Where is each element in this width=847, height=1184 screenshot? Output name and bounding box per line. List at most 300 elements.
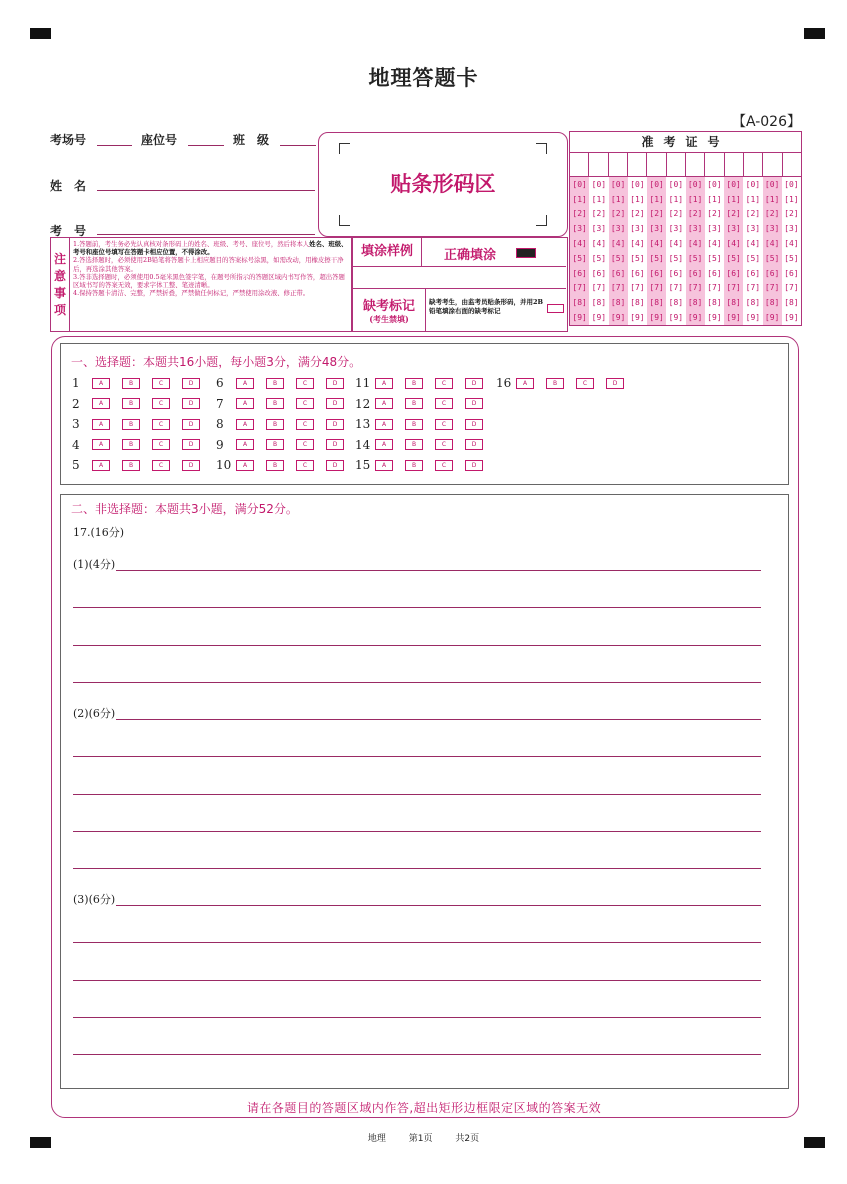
exam-id-write-cell[interactable] (570, 153, 589, 176)
exam-id-bubble[interactable]: [2] (668, 209, 684, 219)
choice-option-bubble[interactable]: B (266, 378, 284, 389)
choice-option-bubble[interactable]: A (375, 378, 393, 389)
exam-id-column (686, 177, 705, 325)
exam-id-bubble[interactable]: [8] (726, 298, 741, 308)
answer-line[interactable] (116, 570, 761, 571)
choice-option-bubble[interactable]: A (375, 460, 393, 471)
choice-option-bubble[interactable]: C (152, 398, 170, 409)
exam-id-write-cell[interactable] (647, 153, 666, 176)
choice-option-bubble[interactable]: D (326, 439, 344, 450)
fill-sample-cell (353, 238, 422, 267)
exam-id-column (666, 177, 685, 325)
choice-option-bubble[interactable]: D (465, 419, 483, 430)
choice-option-bubble[interactable]: C (152, 439, 170, 450)
exam-id-bubble[interactable]: [1] (764, 194, 780, 204)
barcode-corner-bl (339, 215, 350, 226)
exam-id-bubble[interactable]: [6] (572, 268, 587, 278)
exam-id-bubble[interactable]: [3] (630, 224, 645, 234)
footer-total: 共2页 (455, 1134, 480, 1144)
exam-id-bubble[interactable]: [4] (610, 239, 626, 249)
choice-option-bubble[interactable]: D (326, 378, 344, 389)
exam-id-bubble[interactable]: [2] (591, 209, 607, 219)
note-3: 3.答非选择题时，必须使用0.5毫米黑色签字笔，在题号所指示的答题区域内书写作答，超出答题区域书写的答案无效，要求字体工整、笔迹清晰。 (73, 272, 345, 290)
absent-mark-box[interactable] (547, 304, 564, 313)
choice-option-bubble[interactable]: C (435, 419, 453, 430)
part-label: (3)(6分) (73, 893, 116, 906)
correct-fill-mark (516, 248, 536, 258)
exam-id-bubble[interactable]: [9] (668, 313, 684, 323)
part-label: (1)(4分) (73, 558, 116, 571)
choice-question-number: 2 (72, 396, 80, 411)
exam-id-bubble[interactable]: [2] (726, 209, 741, 219)
choice-option-bubble[interactable]: B (266, 419, 284, 430)
registration-mark-top-right (804, 28, 825, 39)
footer-subject: 地理 (367, 1134, 386, 1144)
answer-line[interactable] (73, 942, 761, 943)
exam-id-write-cell[interactable] (686, 153, 705, 176)
choice-option-bubble[interactable]: D (326, 460, 344, 471)
choice-question-row (496, 376, 636, 390)
exam-id-bubble[interactable]: [6] (630, 268, 645, 278)
choice-question-number: 3 (72, 417, 80, 431)
exam-id-write-cell[interactable] (744, 153, 763, 176)
exam-id-bubble[interactable]: [3] (687, 224, 703, 234)
exam-id-bubble[interactable]: [5] (726, 253, 741, 263)
exam-id-bubble[interactable]: [8] (687, 298, 703, 308)
answer-line[interactable] (73, 1017, 761, 1018)
exam-id-bubble[interactable]: [4] (726, 239, 741, 249)
choice-option-bubble[interactable]: D (182, 398, 200, 409)
exam-id-bubble[interactable]: [7] (707, 283, 722, 293)
choice-question-row (72, 376, 212, 390)
exam-id-bubble[interactable]: [1] (572, 194, 587, 204)
card-code: 【A-026】 (731, 114, 801, 130)
choice-question-row (355, 438, 495, 452)
id-field[interactable] (97, 234, 315, 235)
choice-question-number: 11 (355, 376, 371, 390)
seat-label: 座位号 (141, 133, 178, 147)
choice-question-row (216, 376, 356, 390)
exam-id-bubble[interactable]: [0] (687, 179, 703, 189)
registration-mark-top-left (30, 28, 51, 39)
exam-id-column (647, 177, 666, 325)
exam-id-bubble[interactable]: [4] (687, 239, 703, 249)
exam-id-bubble[interactable]: [3] (784, 224, 799, 234)
answer-line[interactable] (116, 719, 761, 720)
exam-id-bubble[interactable]: [8] (649, 298, 664, 308)
exam-id-bubble[interactable]: [0] (745, 179, 761, 189)
exam-id-bubble[interactable]: [3] (726, 224, 741, 234)
class-field[interactable] (280, 145, 316, 146)
exam-id-bubble[interactable]: [1] (591, 194, 607, 204)
choice-question-number: 14 (355, 437, 371, 452)
answer-line[interactable] (73, 794, 761, 795)
exam-id-bubble[interactable]: [5] (572, 253, 587, 263)
exam-room-field[interactable] (97, 145, 132, 146)
choice-option-bubble[interactable]: A (375, 398, 393, 409)
exam-id-bubble[interactable]: [2] (687, 209, 703, 219)
exam-id-bubble[interactable]: [0] (630, 179, 645, 189)
exam-id-bubble[interactable]: [2] (707, 209, 722, 219)
exam-id-bubble[interactable]: [0] (707, 179, 722, 189)
exam-id-bubble[interactable]: [4] (707, 239, 722, 249)
exam-id-bubble[interactable]: [3] (668, 224, 684, 234)
page-footer (0, 1131, 847, 1144)
choice-option-bubble[interactable]: A (375, 439, 393, 450)
exam-id-bubble[interactable]: [2] (745, 209, 761, 219)
exam-id-bubble[interactable]: [5] (610, 253, 626, 263)
answer-line[interactable] (73, 682, 761, 683)
choice-option-bubble[interactable]: B (266, 460, 284, 471)
choice-question-number: 13 (355, 417, 371, 431)
exam-id-bubble[interactable]: [2] (649, 209, 664, 219)
exam-id-bubble[interactable]: [1] (784, 194, 799, 204)
choice-option-bubble[interactable]: C (152, 378, 170, 389)
exam-id-bubble[interactable]: [4] (591, 239, 607, 249)
choice-question-row (216, 417, 356, 431)
answer-line[interactable] (73, 645, 761, 646)
choice-option-bubble[interactable]: D (182, 378, 200, 389)
exam-id-bubble[interactable]: [8] (707, 298, 722, 308)
exam-id-bubble[interactable]: [1] (610, 194, 626, 204)
correct-fill-label: 正确填涂 (444, 248, 497, 263)
choice-option-bubble[interactable]: B (122, 378, 140, 389)
choice-option-bubble[interactable]: A (236, 378, 254, 389)
choice-option-bubble[interactable]: C (435, 378, 453, 389)
exam-id-bubble[interactable]: [0] (668, 179, 684, 189)
answer-line[interactable] (73, 1054, 761, 1055)
exam-id-bubble[interactable]: [7] (745, 283, 761, 293)
choice-option-bubble[interactable]: C (296, 419, 314, 430)
exam-id-bubble[interactable]: [8] (745, 298, 761, 308)
choice-question-number: 12 (355, 396, 371, 411)
choice-question-number: 5 (72, 458, 80, 472)
exam-id-bubble[interactable]: [6] (764, 268, 780, 278)
exam-id-bubble[interactable]: [8] (610, 298, 626, 308)
choice-option-bubble[interactable]: D (465, 398, 483, 409)
page-title: 地理答题卡 (368, 65, 479, 90)
choice-option-bubble[interactable]: B (122, 460, 140, 471)
choice-option-bubble[interactable]: A (92, 460, 110, 471)
exam-room-label: 考场号 (50, 133, 87, 147)
exam-id-bubble[interactable]: [9] (745, 313, 761, 323)
choice-option-bubble[interactable]: D (326, 398, 344, 409)
choice-option-bubble[interactable]: B (266, 398, 284, 409)
correct-fill-cell (422, 238, 566, 267)
choice-option-bubble[interactable]: A (236, 398, 254, 409)
exam-id-bubble[interactable]: [5] (784, 253, 799, 263)
choice-option-bubble[interactable]: C (152, 460, 170, 471)
exam-id-bubble[interactable]: [4] (784, 239, 799, 249)
exam-id-column (628, 177, 647, 325)
answer-line[interactable] (73, 756, 761, 757)
choice-option-bubble[interactable]: A (236, 460, 254, 471)
fill-sample-label: 填涂样例 (360, 244, 413, 259)
exam-id-bubble[interactable]: [5] (764, 253, 780, 263)
choice-option-bubble[interactable]: B (122, 398, 140, 409)
choice-question-row (72, 438, 212, 452)
choice-section-title: 一、选择题：本题共16小题，每小题3分，满分48分。 (71, 355, 362, 369)
choice-question-number: 8 (216, 417, 224, 431)
note-4: 4.保持答题卡清洁、完整，严禁折叠，严禁做任何标记，严禁使用涂改液、修正带。 (73, 289, 310, 298)
exam-id-bubble[interactable]: [8] (784, 298, 799, 308)
exam-id-bubble[interactable]: [3] (764, 224, 780, 234)
exam-id-write-cells[interactable] (570, 153, 801, 177)
exam-id-bubble[interactable]: [4] (649, 239, 664, 249)
exam-id-bubble[interactable]: [5] (745, 253, 761, 263)
exam-id-bubble[interactable]: [9] (764, 313, 780, 323)
exam-id-bubble[interactable]: [3] (649, 224, 664, 234)
choice-question-number: 4 (72, 437, 80, 452)
exam-id-bubble[interactable]: [8] (630, 298, 645, 308)
exam-id-bubble[interactable]: [0] (591, 179, 607, 189)
exam-id-bubble[interactable]: [1] (630, 194, 645, 204)
choice-option-bubble[interactable]: A (92, 439, 110, 450)
choice-option-bubble[interactable]: D (606, 378, 624, 389)
notes-side-char: 注 (53, 251, 66, 266)
exam-id-column (743, 177, 762, 325)
exam-id-bubble[interactable]: [3] (745, 224, 761, 234)
choice-option-bubble[interactable]: B (405, 378, 423, 389)
exam-id-bubble[interactable]: [5] (591, 253, 607, 263)
choice-option-bubble[interactable]: B (405, 398, 423, 409)
q17-label: 17.(16分) (73, 526, 125, 539)
exam-id-bubble[interactable]: [0] (610, 179, 626, 189)
choice-question-row (355, 458, 495, 472)
exam-id-bubble[interactable]: [9] (784, 313, 799, 323)
exam-id-bubble[interactable]: [6] (668, 268, 684, 278)
exam-id-bubble[interactable]: [1] (649, 194, 664, 204)
choice-option-bubble[interactable]: D (465, 378, 483, 389)
exam-id-bubble[interactable]: [6] (745, 268, 761, 278)
exam-id-write-cell[interactable] (589, 153, 608, 176)
exam-id-bubble[interactable]: [5] (630, 253, 645, 263)
exam-id-bubble[interactable]: [2] (784, 209, 799, 219)
choice-option-bubble[interactable]: D (182, 439, 200, 450)
choice-option-bubble[interactable]: A (92, 378, 110, 389)
notes-side-label (51, 238, 70, 331)
choice-option-bubble[interactable]: B (405, 419, 423, 430)
choice-question-number: 6 (216, 376, 224, 390)
exam-id-column (609, 177, 628, 325)
exam-id-bubble[interactable]: [3] (591, 224, 607, 234)
exam-id-bubble[interactable]: [0] (784, 179, 799, 189)
exam-id-column (724, 177, 743, 325)
exam-id-bubble[interactable]: [9] (726, 313, 741, 323)
exam-id-bubble[interactable]: [8] (572, 298, 587, 308)
choice-option-bubble[interactable]: D (182, 419, 200, 430)
answer-line[interactable] (73, 831, 761, 832)
choice-option-bubble[interactable]: C (435, 398, 453, 409)
exam-id-bubble[interactable]: [4] (668, 239, 684, 249)
choice-option-bubble[interactable]: C (296, 460, 314, 471)
choice-option-bubble[interactable]: C (576, 378, 594, 389)
footer-page: 第1页 (408, 1134, 433, 1144)
exam-id-bubble[interactable]: [1] (707, 194, 722, 204)
note-1a: 1.答题前，考生务必先认真核对条形码上的姓名、班级、考号、座位号，然后将本人 (73, 240, 310, 248)
choice-option-bubble[interactable]: B (405, 460, 423, 471)
choice-option-bubble[interactable]: A (92, 419, 110, 430)
notes-box (50, 237, 352, 332)
exam-id-write-cell[interactable] (609, 153, 628, 176)
choice-option-bubble[interactable]: D (465, 439, 483, 450)
choice-option-bubble[interactable]: C (435, 439, 453, 450)
exam-id-bubble[interactable]: [0] (572, 179, 587, 189)
exam-id-write-cell[interactable] (763, 153, 782, 176)
choice-option-bubble[interactable]: C (152, 419, 170, 430)
exam-id-bubble[interactable]: [7] (764, 283, 780, 293)
choice-question-number: 1 (72, 376, 80, 390)
exam-id-bubble[interactable]: [7] (630, 283, 645, 293)
exam-id-bubble[interactable]: [3] (610, 224, 626, 234)
choice-option-bubble[interactable]: A (236, 419, 254, 430)
exam-id-header: 准考证号 (570, 132, 801, 153)
note-2: 2.答选择题时，必须使用2B铅笔将答题卡上相应题目的答案标号涂黑，如需改动，用橡皮擦干净后，再选涂其他答案。 (73, 256, 344, 273)
absent-sub-label: (考生禁填) (369, 314, 409, 324)
choice-option-bubble[interactable]: B (546, 378, 564, 389)
notes-side-char: 意 (53, 268, 66, 283)
exam-id-bubble[interactable]: [9] (630, 313, 645, 323)
barcode-corner-tl (339, 143, 350, 154)
exam-id-column (705, 177, 724, 325)
exam-id-bubble[interactable]: [7] (591, 283, 607, 293)
exam-id-bubble[interactable]: [0] (764, 179, 780, 189)
choice-question-row (355, 376, 495, 390)
choice-option-bubble[interactable]: A (236, 439, 254, 450)
choice-option-bubble[interactable]: D (182, 460, 200, 471)
exam-id-bubble[interactable]: [3] (572, 224, 587, 234)
exam-id-bubble[interactable]: [7] (610, 283, 626, 293)
choice-option-bubble[interactable]: B (122, 419, 140, 430)
fill-sample-box (352, 237, 568, 332)
barcode-corner-tr (536, 143, 547, 154)
exam-id-bubble[interactable]: [6] (610, 268, 626, 278)
exam-id-bubble[interactable]: [5] (687, 253, 703, 263)
exam-id-bubble[interactable]: [9] (687, 313, 703, 323)
nonchoice-section (60, 494, 789, 1089)
exam-id-bubble[interactable]: [6] (707, 268, 722, 278)
exam-id-bubble[interactable]: [7] (649, 283, 664, 293)
exam-id-bubble[interactable]: [5] (668, 253, 684, 263)
exam-id-bubble[interactable]: [0] (726, 179, 741, 189)
exam-id-bubble[interactable]: [1] (745, 194, 761, 204)
exam-id-bubble[interactable]: [8] (591, 298, 607, 308)
exam-id-bubble[interactable]: [6] (726, 268, 741, 278)
choice-option-bubble[interactable]: C (435, 460, 453, 471)
exam-id-write-cell[interactable] (705, 153, 724, 176)
choice-option-bubble[interactable]: A (375, 419, 393, 430)
exam-id-bubble-columns[interactable] (570, 177, 801, 325)
id-label: 考 号 (50, 224, 87, 238)
seat-field[interactable] (188, 145, 224, 146)
part-label: (2)(6分) (73, 707, 116, 720)
exam-id-bubble[interactable]: [9] (707, 313, 722, 323)
exam-id-bubble[interactable]: [1] (726, 194, 741, 204)
exam-id-bubble[interactable]: [9] (649, 313, 664, 323)
exam-id-bubble[interactable]: [9] (572, 313, 587, 323)
exam-id-bubble[interactable]: [6] (649, 268, 664, 278)
choice-question-row (355, 417, 495, 431)
choice-question-row (216, 438, 356, 452)
exam-id-bubble[interactable]: [2] (572, 209, 587, 219)
exam-id-bubble[interactable]: [8] (764, 298, 780, 308)
choice-option-bubble[interactable]: A (92, 398, 110, 409)
exam-id-bubble[interactable]: [4] (764, 239, 780, 249)
exam-id-grid (569, 131, 802, 326)
notes-side-char: 事 (53, 285, 66, 300)
choice-option-bubble[interactable]: D (465, 460, 483, 471)
exam-id-write-cell[interactable] (783, 153, 801, 176)
exam-id-bubble[interactable]: [5] (707, 253, 722, 263)
answer-line[interactable] (116, 905, 761, 906)
exam-id-bubble[interactable]: [6] (591, 268, 607, 278)
exam-id-bubble[interactable]: [6] (784, 268, 799, 278)
exam-id-bubble[interactable]: [4] (630, 239, 645, 249)
exam-id-bubble[interactable]: [1] (668, 194, 684, 204)
exam-id-column (782, 177, 801, 325)
notes-side-char: 项 (53, 302, 66, 317)
exam-id-bubble[interactable]: [4] (745, 239, 761, 249)
choice-option-bubble[interactable]: C (296, 378, 314, 389)
choice-question-number: 9 (216, 437, 224, 452)
exam-id-bubble[interactable]: [9] (610, 313, 626, 323)
exam-id-bubble[interactable]: [7] (726, 283, 741, 293)
barcode-label: 贴条形码区 (390, 171, 496, 196)
choice-question-number: 10 (216, 458, 232, 472)
exam-id-bubble[interactable]: [7] (687, 283, 703, 293)
choice-question-number: 15 (355, 458, 371, 472)
nonchoice-section-title: 二、非选择题：本题共3小题，满分52分。 (71, 502, 298, 516)
choice-question-number: 16 (496, 376, 512, 390)
exam-id-column (589, 177, 608, 325)
choice-question-row (72, 417, 212, 431)
exam-id-bubble[interactable]: [3] (707, 224, 722, 234)
exam-id-bubble[interactable]: [6] (687, 268, 703, 278)
exam-id-column (763, 177, 782, 325)
answer-line[interactable] (73, 868, 761, 869)
exam-id-bubble[interactable]: [9] (591, 313, 607, 323)
exam-id-bubble[interactable]: [1] (687, 194, 703, 204)
choice-option-bubble[interactable]: D (326, 419, 344, 430)
choice-option-bubble[interactable]: C (296, 398, 314, 409)
choice-option-bubble[interactable]: B (405, 439, 423, 450)
choice-question-number: 7 (216, 396, 224, 411)
name-field[interactable] (97, 190, 315, 191)
choice-option-bubble[interactable]: A (516, 378, 534, 389)
name-label: 姓 名 (50, 179, 87, 193)
exam-id-bubble[interactable]: [7] (572, 283, 587, 293)
exam-id-write-cell[interactable] (725, 153, 744, 176)
exam-id-bubble[interactable]: [0] (649, 179, 664, 189)
exam-id-bubble[interactable]: [8] (668, 298, 684, 308)
absent-note-cell (426, 288, 566, 331)
notes-text (70, 238, 351, 331)
choice-option-bubble[interactable]: B (266, 439, 284, 450)
exam-id-write-cell[interactable] (667, 153, 686, 176)
exam-id-bubble[interactable]: [7] (668, 283, 684, 293)
answer-line[interactable] (73, 980, 761, 981)
exam-id-bubble[interactable]: [4] (572, 239, 587, 249)
exam-id-bubble[interactable]: [2] (610, 209, 626, 219)
choice-option-bubble[interactable]: B (122, 439, 140, 450)
exam-id-write-cell[interactable] (628, 153, 647, 176)
exam-id-bubble[interactable]: [2] (630, 209, 645, 219)
choice-option-bubble[interactable]: C (296, 439, 314, 450)
answer-line[interactable] (73, 607, 761, 608)
exam-id-bubble[interactable]: [2] (764, 209, 780, 219)
exam-id-bubble[interactable]: [7] (784, 283, 799, 293)
exam-id-bubble[interactable]: [5] (649, 253, 664, 263)
